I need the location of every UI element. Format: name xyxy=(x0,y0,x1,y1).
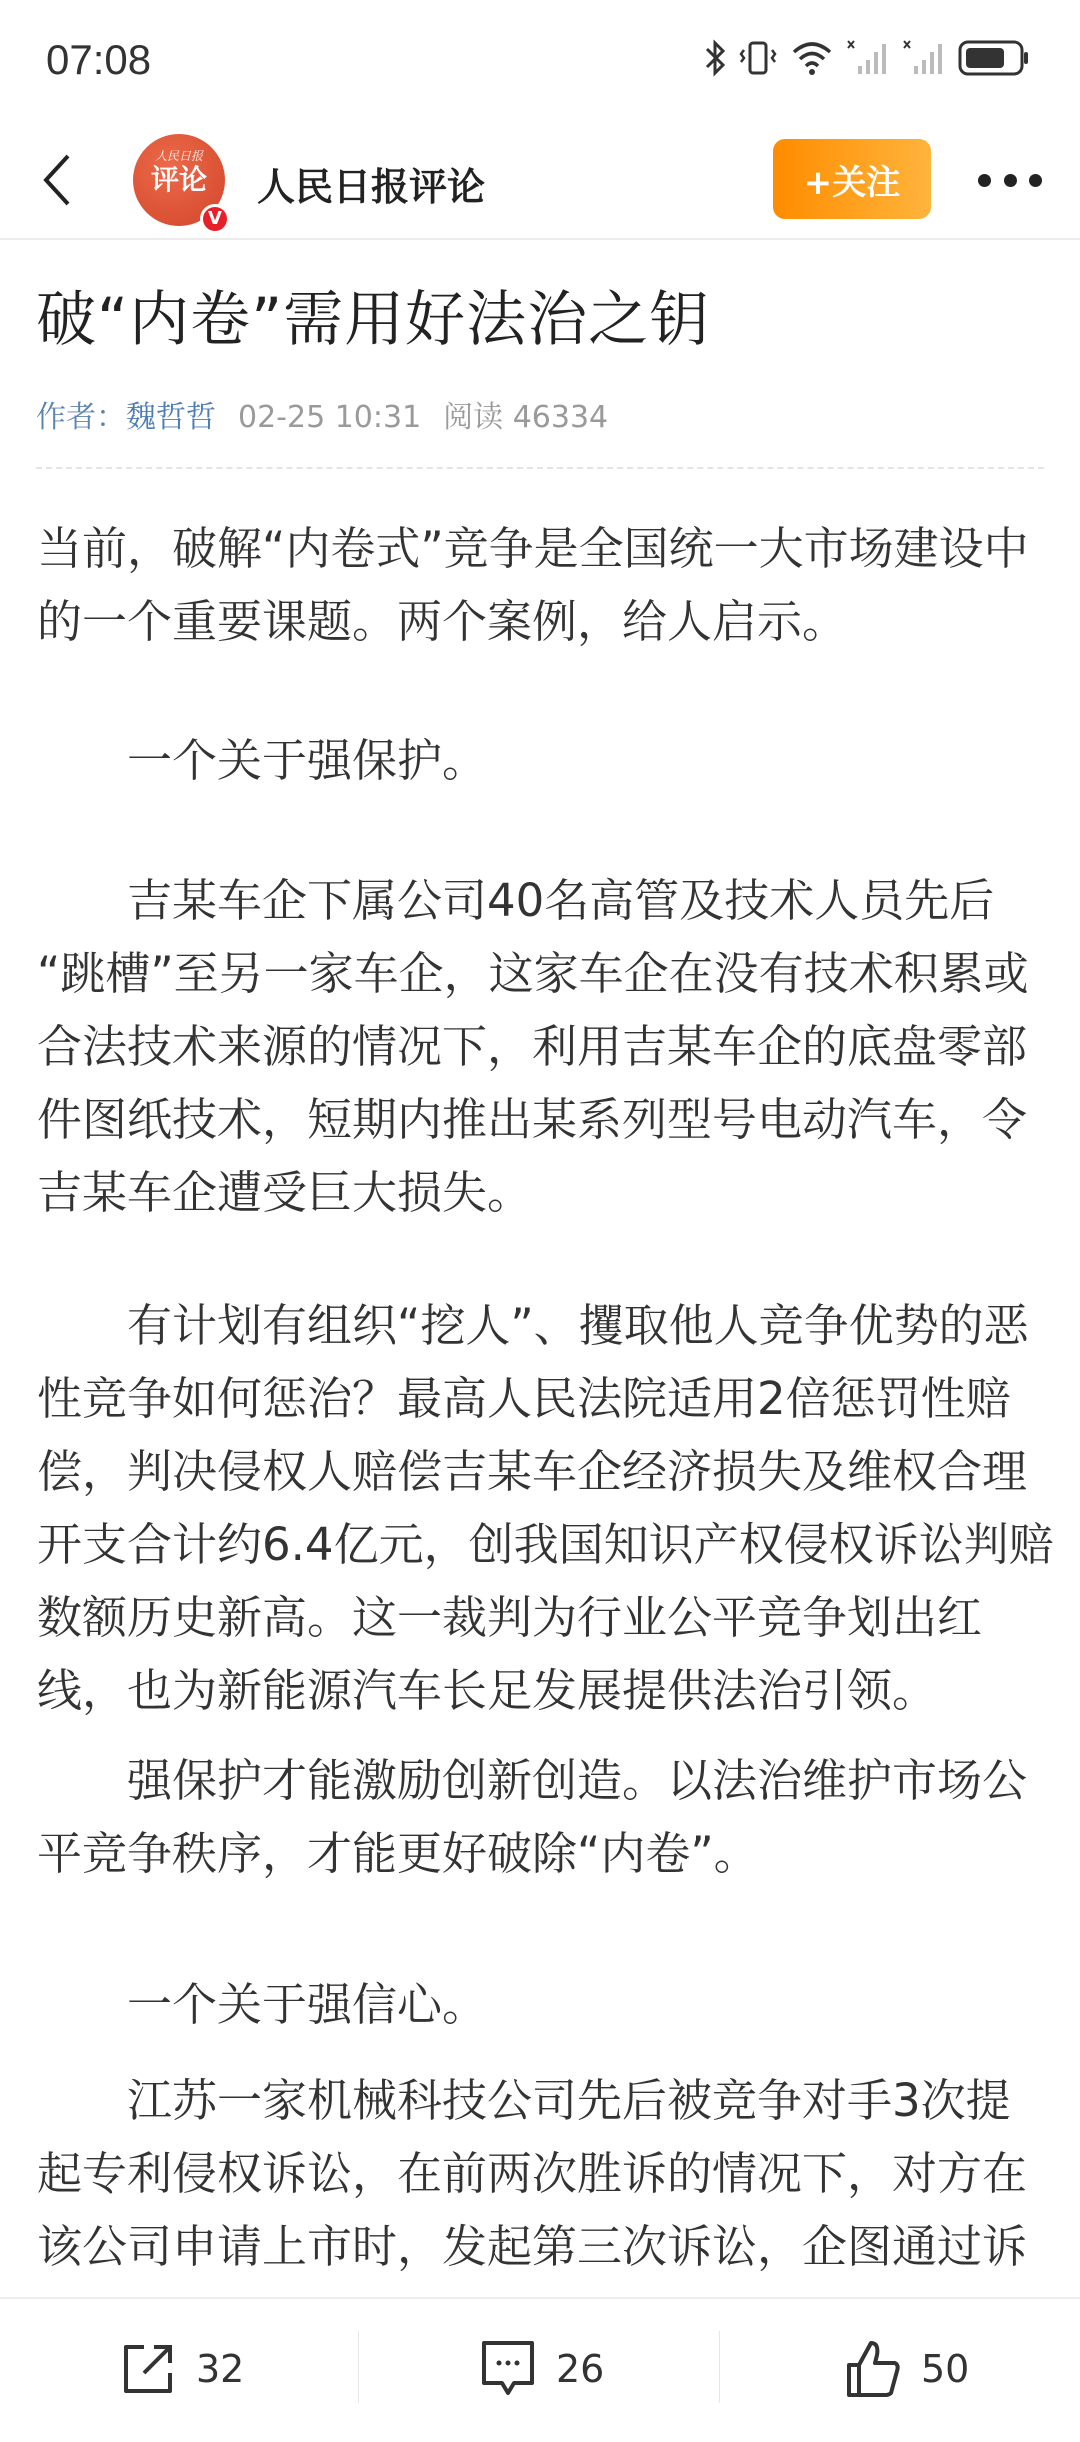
publish-time: 02-25 10:31 xyxy=(238,400,422,435)
paragraph-line: 强保护才能激励创新创造。以法治维护市场公 xyxy=(127,1754,1028,1807)
article-paragraph xyxy=(37,2064,1047,2283)
divider xyxy=(358,2331,359,2403)
article-paragraph xyxy=(37,1289,1054,1727)
divider xyxy=(719,2331,720,2403)
article-paragraph xyxy=(37,1744,1047,1890)
share-count: 32 xyxy=(196,2347,245,2391)
comment-count: 26 xyxy=(556,2347,605,2391)
paragraph-line: 吉某车企下属公司40名高管及技术人员先后 xyxy=(127,874,995,927)
paragraph-line: 当前，破解“内卷式”竞争是全国统一大市场建设中 xyxy=(37,522,1029,575)
paragraph-line: 偿，判决侵权人赔偿吉某车企经济损失及维权合理 xyxy=(37,1445,1028,1498)
paragraph-line: 江苏一家机械科技公司先后被竞争对手3次提 xyxy=(127,2074,1011,2127)
paragraph-line: 性竞争如何惩治？最高人民法院适用2倍惩罚性赔 xyxy=(37,1372,1011,1425)
paragraph-line: 吉某车企遭受巨大损失。 xyxy=(37,1166,533,1219)
paragraph-line: 线，也为新能源汽车长足发展提供法治引领。 xyxy=(37,1664,938,1717)
paragraph-line: 一个关于强信心。 xyxy=(127,1978,488,2031)
article-paragraph xyxy=(37,512,1047,658)
author-link[interactable]: 魏哲哲 xyxy=(126,400,216,435)
paragraph-line: 数额历史新高。这一裁判为行业公平竞争划出红 xyxy=(37,1591,983,1644)
follow-button[interactable]: +关注 xyxy=(773,139,931,219)
comment-icon xyxy=(478,2337,538,2401)
paragraph-line: 的一个重要课题。两个案例，给人启示。 xyxy=(37,595,848,648)
avatar-logo-text: 人民日报 xyxy=(154,149,203,163)
share-button[interactable] xyxy=(118,2339,244,2399)
status-time: 07:08 xyxy=(46,36,152,83)
author-label: 作者： xyxy=(36,400,126,435)
article-title: 破“内卷”需用好法治之钥 xyxy=(36,285,711,355)
article-paragraph xyxy=(37,1968,1047,2041)
verified-badge: V xyxy=(200,204,230,234)
account-name[interactable]: 人民日报评论 xyxy=(257,165,486,209)
comment-button[interactable] xyxy=(478,2339,604,2399)
article-paragraph xyxy=(37,864,1047,1229)
bottom-action-bar xyxy=(0,2297,1080,2442)
paragraph-line: 平竞争秩序，才能更好破除“内卷”。 xyxy=(37,1827,759,1880)
paragraph-line: 开支合计约6.4亿元，创我国知识产权侵权诉讼判赔 xyxy=(37,1518,1054,1571)
paragraph-line: 件图纸技术，短期内推出某系列型号电动汽车，令 xyxy=(37,1093,1028,1146)
paragraph-line: “跳槽”至另一家车企，这家车企在没有技术积累或 xyxy=(37,947,1029,1000)
read-count: 阅读 46334 xyxy=(443,400,609,435)
share-icon xyxy=(118,2339,178,2399)
article-body xyxy=(37,0,1054,2297)
article-paragraph xyxy=(37,724,1047,797)
paragraph-line: 起专利侵权诉讼，在前两次胜诉的情况下，对方在 xyxy=(37,2147,1028,2200)
avatar-text: 评论 xyxy=(150,163,207,196)
thumbs-up-icon xyxy=(843,2337,903,2401)
paragraph-line: 有计划有组织“挖人”、攫取他人竞争优势的恶 xyxy=(127,1299,1029,1352)
like-count: 50 xyxy=(921,2347,970,2391)
like-button[interactable] xyxy=(843,2339,969,2399)
paragraph-line: 合法技术来源的情况下，利用吉某车企的底盘零部 xyxy=(37,1020,1028,1073)
paragraph-line: 一个关于强保护。 xyxy=(127,734,488,787)
paragraph-line: 该公司申请上市时，发起第三次诉讼，企图通过诉 xyxy=(37,2220,1028,2273)
